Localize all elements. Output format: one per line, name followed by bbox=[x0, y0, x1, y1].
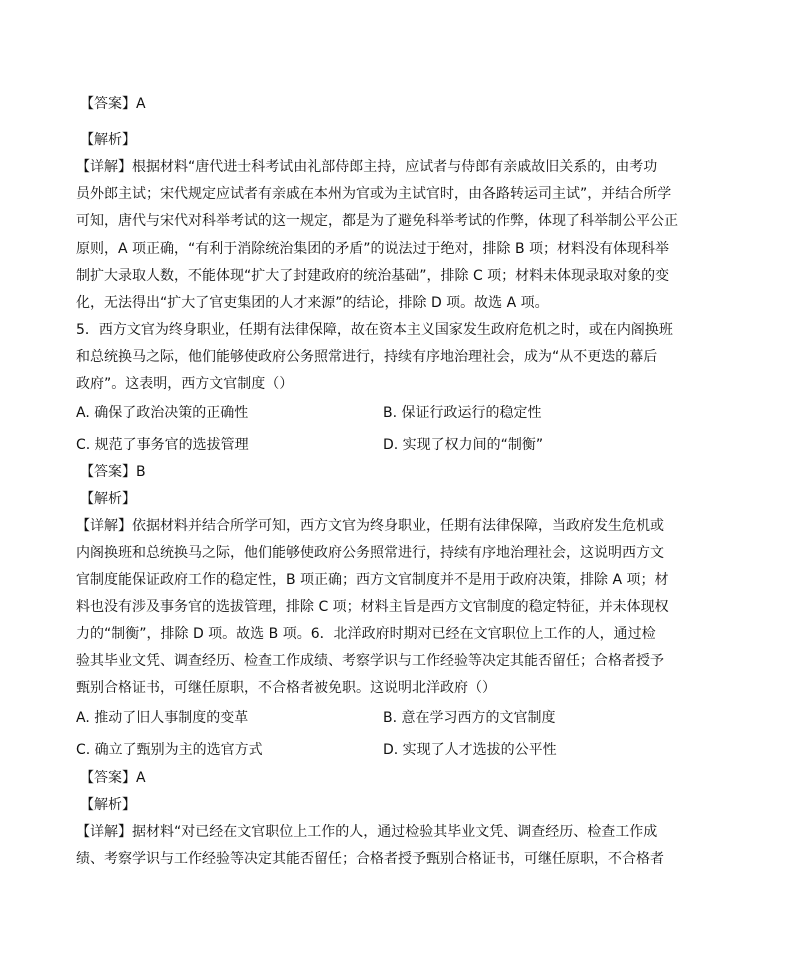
question-5-line: 政府”。这表明，西方文官制度（） bbox=[76, 376, 294, 392]
question-6-line: 验其毕业文凭、调查经历、检查工作成绩、考察学识与工作经验等决定其能否留任；合格者授予 bbox=[76, 653, 664, 669]
paragraph-line: 可知，唐代与宋代对科举考试的这一规定，都是为了避免科举考试的作弊，体现了科举制公平公正 bbox=[76, 213, 678, 229]
analysis-label: 【解析】 bbox=[80, 797, 136, 813]
question-6-line: 甄别合格证书，可继任原职，不合格者被免职。这说明北洋政府（） bbox=[76, 680, 496, 696]
q6-option-d[interactable]: D. 实现了人才选拔的公平性 bbox=[383, 742, 557, 758]
paragraph-line: 官制度能保证政府工作的稳定性，B 项正确；西方文官制度并不是用于政府决策，排除 A 项；材 bbox=[76, 572, 669, 588]
q6-option-b[interactable]: B. 意在学习西方的文官制度 bbox=[383, 710, 556, 726]
paragraph-line: 内阁换班和总统换马之际，他们能够使政府公务照常进行，持续有序地治理社会，这说明西方文 bbox=[76, 545, 664, 561]
paragraph-line: 原则，A 项正确，“有利于消除统治集团的矛盾”的说法过于绝对，排除 B 项；材料没有体现科举 bbox=[76, 241, 670, 257]
q6-option-a[interactable]: A. 推动了旧人事制度的变革 bbox=[76, 710, 249, 726]
paragraph-line: 员外郎主试；宋代规定应试者有亲戚在本州为官或为主试官时，由各路转运司主试”，并结合所学 bbox=[76, 186, 672, 202]
analysis-label: 【解析】 bbox=[80, 132, 136, 148]
q5-option-c[interactable]: C. 规范了事务官的选拔管理 bbox=[76, 437, 249, 453]
paragraph-line: 绩、考察学识与工作经验等决定其能否留任；合格者授予甄别合格证书，可继任原职，不合格者 bbox=[76, 851, 664, 867]
q5-option-a[interactable]: A. 确保了政治决策的正确性 bbox=[76, 405, 249, 421]
question-5-line: 5．西方文官为终身职业，任期有法律保障，故在资本主义国家发生政府危机之时，或在内阁换班 bbox=[76, 322, 673, 338]
paragraph-line: 【详解】根据材料“唐代进士科考试由礼部侍郎主持，应试者与侍郎有亲戚故旧关系的，由考功 bbox=[76, 159, 658, 175]
paragraph-line: 【详解】据材料“对已经在文官职位上工作的人，通过检验其毕业文凭、调查经历、检查工作成 bbox=[76, 824, 658, 840]
q5-option-d[interactable]: D. 实现了权力间的“制衡” bbox=[383, 437, 544, 453]
paragraph-line: 制扩大录取人数，不能体现“扩大了封建政府的统治基础”，排除 C 项；材料未体现录取对象的变 bbox=[76, 268, 670, 284]
answer-label: 【答案】A bbox=[80, 770, 146, 786]
analysis-label: 【解析】 bbox=[80, 491, 136, 507]
paragraph-line: 料也没有涉及事务官的选拔管理，排除 C 项；材料主旨是西方文官制度的稳定特征，并未体现权 bbox=[76, 599, 669, 615]
paragraph-line: 力的“制衡”，排除 D 项。故选 B 项。6．北洋政府时期对已经在文官职位上工作的人，通过检 bbox=[76, 626, 656, 642]
q6-option-c[interactable]: C. 确立了甄别为主的选官方式 bbox=[76, 742, 263, 758]
answer-label: 【答案】A bbox=[80, 96, 146, 112]
q5-option-b[interactable]: B. 保证行政运行的稳定性 bbox=[383, 405, 542, 421]
question-5-line: 和总统换马之际，他们能够使政府公务照常进行，持续有序地治理社会，成为“从不更迭的幕后 bbox=[76, 349, 658, 365]
paragraph-line: 化，无法得出“扩大了官吏集团的人才来源”的结论，排除 D 项。故选 A 项。 bbox=[76, 295, 549, 311]
paragraph-line: 【详解】依据材料并结合所学可知，西方文官为终身职业，任期有法律保障，当政府发生危机或 bbox=[76, 518, 664, 534]
answer-label: 【答案】B bbox=[80, 464, 146, 480]
